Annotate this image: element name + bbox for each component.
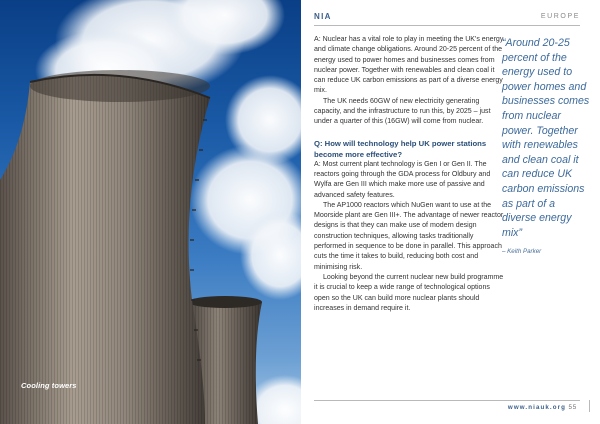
pull-quote-attribution: – Keith Parker [502, 248, 542, 255]
answer-paragraph: The UK needs 60GW of new electricity generating capacity, and the infrastructure to run this, by 2025 – just under a quarter of this (16GW) will come from nuclear. [314, 97, 491, 126]
answer-paragraph: The AP1000 reactors which NuGen want to use at the Moorside plant are Gen III+. The advantage of newer reactor designs is that they can make use of modern design construction techniques, allowing tasks traditionally performed in sequence to be done in parallel. This approach cuts the time it takes to build, reducing both cost and minimising risk. [314, 201, 504, 271]
footer-divider [589, 400, 590, 412]
header-rule [314, 25, 580, 26]
question-heading: Q: How will technology help UK power stations become more effective? [314, 138, 487, 159]
footer-rule [314, 400, 580, 401]
article-body [314, 35, 506, 314]
answer-paragraph: A: Nuclear has a vital role to play in meeting the UK's energy and climate change obligations. Around 20-25 percent of the energy used to power homes and businesses comes from nuclear power. Together with renewables and clean coal it can reduce UK carbon emissions as part of a diverse energy mix. [314, 36, 504, 95]
article-page [301, 0, 600, 424]
answer-paragraph: Looking beyond the current nuclear new build programme it is crucial to keep a wide range of technological options open so the UK can build more nuclear plants should increases in demand require it. [314, 273, 504, 312]
page-number: 55 [568, 404, 577, 411]
section-label: EUROPE [540, 13, 580, 20]
publication-brand: NIA [314, 12, 332, 21]
large-cooling-tower [0, 70, 210, 424]
website-url: www.niauk.org [507, 404, 566, 411]
pull-quote: “Around 20-25 percent of the energy used to power homes and businesses comes from nuclear power. Together with renewables and clean coal it can reduce UK carbon emissions as part of a diverse energy mix” [502, 37, 590, 239]
photo-caption: Cooling towers [21, 381, 77, 390]
answer-paragraph: A: Most current plant technology is Gen I or Gen II. The reactors going through the GDA process for Oldbury and Wylfa are Gen III which make more use of passive and advanced safety features. [314, 160, 491, 199]
